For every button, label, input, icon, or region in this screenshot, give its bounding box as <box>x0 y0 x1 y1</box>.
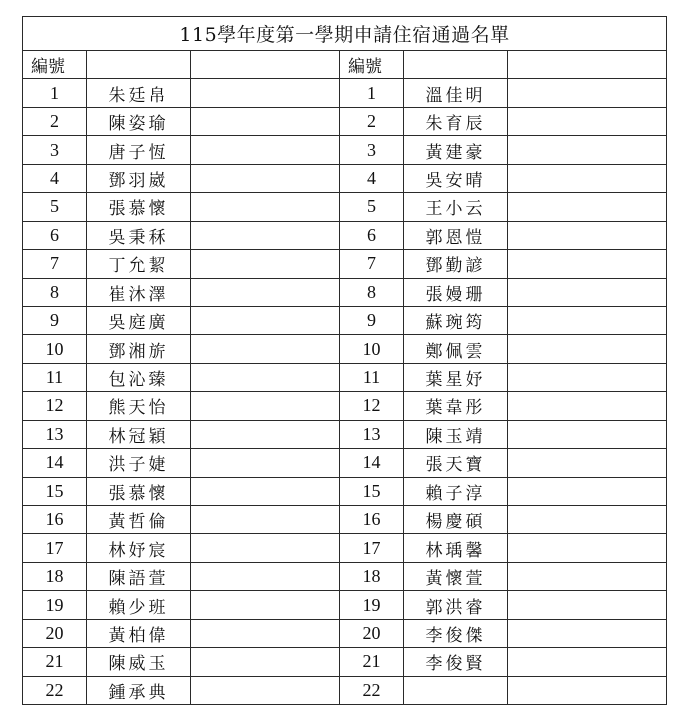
right-extra-cell <box>508 250 667 278</box>
right-name-cell: 鄭佩雲 <box>404 335 508 363</box>
right-name-cell: 黃建豪 <box>404 136 508 164</box>
right-extra-cell <box>508 676 667 704</box>
left-extra-cell <box>191 193 340 221</box>
table-row <box>23 477 667 505</box>
right-extra-cell <box>508 193 667 221</box>
left-number-cell: 1 <box>23 79 87 107</box>
left-extra-cell <box>191 676 340 704</box>
table-row <box>23 363 667 391</box>
right-extra-cell <box>508 278 667 306</box>
right-name-cell: 蘇琬筠 <box>404 306 508 334</box>
right-name-cell: 黃懷萱 <box>404 562 508 590</box>
left-number-cell: 17 <box>23 534 87 562</box>
right-number-cell: 10 <box>340 335 404 363</box>
left-number-cell: 3 <box>23 136 87 164</box>
table-row <box>23 449 667 477</box>
right-name-cell: 王小云 <box>404 193 508 221</box>
left-name-cell: 鄧湘旂 <box>87 335 191 363</box>
left-number-cell: 14 <box>23 449 87 477</box>
table-row <box>23 221 667 249</box>
left-extra-cell <box>191 449 340 477</box>
right-number-cell: 19 <box>340 591 404 619</box>
right-number-header: 編號 <box>340 51 404 79</box>
left-name-cell: 賴少班 <box>87 591 191 619</box>
left-number-cell: 19 <box>23 591 87 619</box>
left-extra-cell <box>191 591 340 619</box>
left-name-cell: 丁允絜 <box>87 250 191 278</box>
left-name-cell: 陳語萱 <box>87 562 191 590</box>
left-number-cell: 11 <box>23 363 87 391</box>
left-extra-cell <box>191 107 340 135</box>
right-name-cell: 吳安晴 <box>404 164 508 192</box>
right-name-header <box>404 51 508 79</box>
left-number-cell: 18 <box>23 562 87 590</box>
right-number-cell: 12 <box>340 392 404 420</box>
left-extra-cell <box>191 250 340 278</box>
table-body <box>23 79 667 705</box>
left-number-cell: 6 <box>23 221 87 249</box>
right-number-cell: 15 <box>340 477 404 505</box>
right-name-cell: 張天寶 <box>404 449 508 477</box>
table-row <box>23 619 667 647</box>
right-extra-cell <box>508 221 667 249</box>
left-extra-cell <box>191 221 340 249</box>
left-extra-cell <box>191 648 340 676</box>
table-row <box>23 676 667 704</box>
right-extra-cell <box>508 648 667 676</box>
right-name-cell: 李俊傑 <box>404 619 508 647</box>
table-row <box>23 250 667 278</box>
right-number-cell: 8 <box>340 278 404 306</box>
dorm-approval-table <box>22 16 667 705</box>
left-name-cell: 黃哲倫 <box>87 506 191 534</box>
right-extra-cell <box>508 79 667 107</box>
admission-list-document <box>22 16 666 716</box>
right-number-cell: 17 <box>340 534 404 562</box>
right-extra-cell <box>508 164 667 192</box>
table-row <box>23 193 667 221</box>
right-number-cell: 2 <box>340 107 404 135</box>
right-number-cell: 14 <box>340 449 404 477</box>
left-name-cell: 鄧羽崴 <box>87 164 191 192</box>
left-number-cell: 12 <box>23 392 87 420</box>
table-row <box>23 278 667 306</box>
left-extra-cell <box>191 420 340 448</box>
left-extra-cell <box>191 278 340 306</box>
left-name-cell: 張慕懷 <box>87 477 191 505</box>
right-number-cell: 9 <box>340 306 404 334</box>
right-number-cell: 7 <box>340 250 404 278</box>
right-number-cell: 13 <box>340 420 404 448</box>
left-extra-cell <box>191 477 340 505</box>
right-number-cell: 21 <box>340 648 404 676</box>
table-row <box>23 648 667 676</box>
left-extra-cell <box>191 363 340 391</box>
table-row <box>23 107 667 135</box>
left-number-cell: 8 <box>23 278 87 306</box>
table-row <box>23 136 667 164</box>
right-number-cell: 16 <box>340 506 404 534</box>
left-name-cell: 黃柏偉 <box>87 619 191 647</box>
right-number-cell: 4 <box>340 164 404 192</box>
left-number-cell: 2 <box>23 107 87 135</box>
table-row <box>23 534 667 562</box>
right-extra-cell <box>508 107 667 135</box>
left-name-cell: 洪子婕 <box>87 449 191 477</box>
right-extra-cell <box>508 420 667 448</box>
table-row <box>23 392 667 420</box>
right-name-cell <box>404 676 508 704</box>
right-name-cell: 朱育辰 <box>404 107 508 135</box>
right-extra-cell <box>508 562 667 590</box>
right-number-cell: 1 <box>340 79 404 107</box>
right-name-cell: 陳玉靖 <box>404 420 508 448</box>
left-name-cell: 陳威玉 <box>87 648 191 676</box>
table-row <box>23 562 667 590</box>
left-extra-cell <box>191 335 340 363</box>
right-extra-cell <box>508 449 667 477</box>
right-number-cell: 11 <box>340 363 404 391</box>
right-name-cell: 郭洪睿 <box>404 591 508 619</box>
right-extra-cell <box>508 363 667 391</box>
table-row <box>23 335 667 363</box>
right-extra-cell <box>508 477 667 505</box>
left-extra-cell <box>191 619 340 647</box>
left-name-cell: 鍾承典 <box>87 676 191 704</box>
left-name-cell: 陳姿瑜 <box>87 107 191 135</box>
right-name-cell: 葉星妤 <box>404 363 508 391</box>
left-extra-header <box>191 51 340 79</box>
right-name-cell: 郭恩愷 <box>404 221 508 249</box>
right-extra-cell <box>508 392 667 420</box>
left-name-cell: 包沁臻 <box>87 363 191 391</box>
left-name-cell: 林冠穎 <box>87 420 191 448</box>
right-extra-cell <box>508 534 667 562</box>
table-row <box>23 164 667 192</box>
left-name-cell: 熊天怡 <box>87 392 191 420</box>
left-extra-cell <box>191 506 340 534</box>
left-name-cell: 張慕懷 <box>87 193 191 221</box>
left-number-cell: 7 <box>23 250 87 278</box>
table-row <box>23 79 667 107</box>
right-extra-cell <box>508 619 667 647</box>
table-row <box>23 506 667 534</box>
left-number-cell: 20 <box>23 619 87 647</box>
right-number-cell: 3 <box>340 136 404 164</box>
table-row <box>23 306 667 334</box>
left-number-header: 編號 <box>23 51 87 79</box>
right-number-cell: 18 <box>340 562 404 590</box>
right-extra-cell <box>508 506 667 534</box>
right-name-cell: 溫佳明 <box>404 79 508 107</box>
table-row <box>23 591 667 619</box>
right-extra-cell <box>508 591 667 619</box>
table-row <box>23 420 667 448</box>
left-number-cell: 13 <box>23 420 87 448</box>
left-extra-cell <box>191 562 340 590</box>
right-name-cell: 葉韋彤 <box>404 392 508 420</box>
left-name-cell: 吳庭廣 <box>87 306 191 334</box>
right-extra-cell <box>508 335 667 363</box>
right-number-cell: 6 <box>340 221 404 249</box>
left-extra-cell <box>191 136 340 164</box>
left-extra-cell <box>191 79 340 107</box>
right-extra-cell <box>508 136 667 164</box>
right-name-cell: 張嫚珊 <box>404 278 508 306</box>
left-name-cell: 崔沐澤 <box>87 278 191 306</box>
right-name-cell: 楊慶碩 <box>404 506 508 534</box>
left-name-cell: 林妤宸 <box>87 534 191 562</box>
right-number-cell: 22 <box>340 676 404 704</box>
left-number-cell: 4 <box>23 164 87 192</box>
right-extra-cell <box>508 306 667 334</box>
left-name-cell: 吳秉秝 <box>87 221 191 249</box>
left-number-cell: 10 <box>23 335 87 363</box>
left-number-cell: 15 <box>23 477 87 505</box>
right-number-cell: 20 <box>340 619 404 647</box>
right-name-cell: 林瑀馨 <box>404 534 508 562</box>
left-extra-cell <box>191 164 340 192</box>
left-name-cell: 朱廷帛 <box>87 79 191 107</box>
left-name-header <box>87 51 191 79</box>
right-extra-header <box>508 51 667 79</box>
left-number-cell: 5 <box>23 193 87 221</box>
left-number-cell: 16 <box>23 506 87 534</box>
left-number-cell: 21 <box>23 648 87 676</box>
left-extra-cell <box>191 534 340 562</box>
right-name-cell: 鄧勤諺 <box>404 250 508 278</box>
title-row <box>23 17 667 51</box>
left-extra-cell <box>191 306 340 334</box>
document-title: 115學年度第一學期申請住宿通過名單 <box>23 17 667 51</box>
right-number-cell: 5 <box>340 193 404 221</box>
header-row <box>23 51 667 79</box>
left-number-cell: 22 <box>23 676 87 704</box>
left-number-cell: 9 <box>23 306 87 334</box>
left-extra-cell <box>191 392 340 420</box>
right-name-cell: 賴子淳 <box>404 477 508 505</box>
left-name-cell: 唐子恆 <box>87 136 191 164</box>
right-name-cell: 李俊賢 <box>404 648 508 676</box>
